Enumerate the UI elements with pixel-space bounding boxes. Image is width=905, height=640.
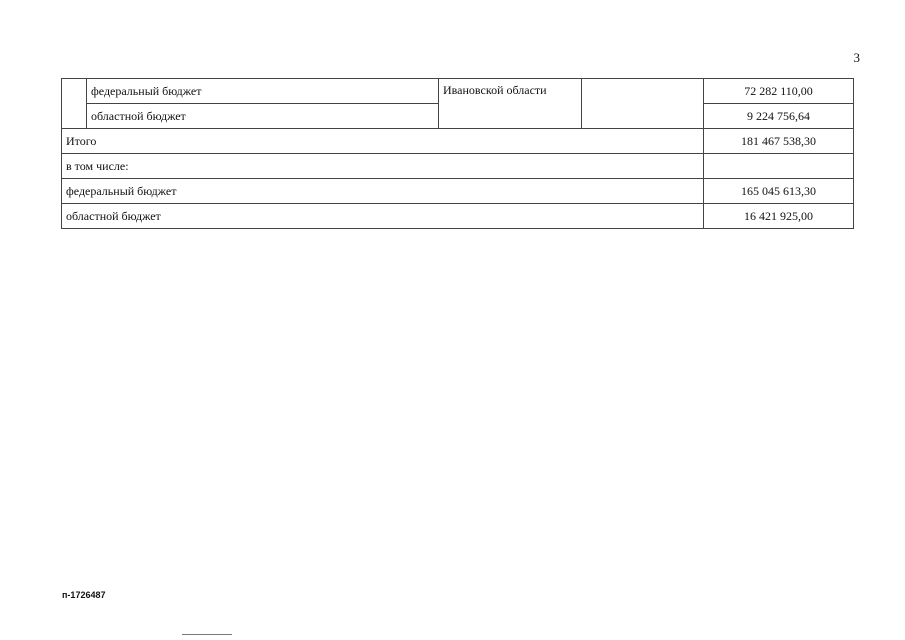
row-label: областной бюджет	[62, 204, 704, 229]
document-code: п-1726487	[62, 590, 106, 600]
budget-table	[61, 78, 854, 229]
row-amount: 9 224 756,64	[704, 104, 854, 129]
row-amount: 72 282 110,00	[704, 79, 854, 104]
table-row	[62, 79, 854, 104]
row-label: федеральный бюджет	[87, 79, 439, 104]
table-row	[62, 129, 854, 154]
indent-cell	[62, 79, 87, 129]
table-row	[62, 204, 854, 229]
footer-rule	[182, 634, 232, 635]
row-label: областной бюджет	[87, 104, 439, 129]
table-row	[62, 154, 854, 179]
row-amount	[704, 154, 854, 179]
row-label: федеральный бюджет	[62, 179, 704, 204]
row-label: Итого	[62, 129, 704, 154]
region-cell: Ивановской области	[439, 79, 582, 129]
row-amount: 181 467 538,30	[704, 129, 854, 154]
row-label: в том числе:	[62, 154, 704, 179]
row-amount: 16 421 925,00	[704, 204, 854, 229]
page-number: 3	[853, 50, 860, 65]
table-row	[62, 179, 854, 204]
row-amount: 165 045 613,30	[704, 179, 854, 204]
empty-cell	[582, 79, 704, 129]
